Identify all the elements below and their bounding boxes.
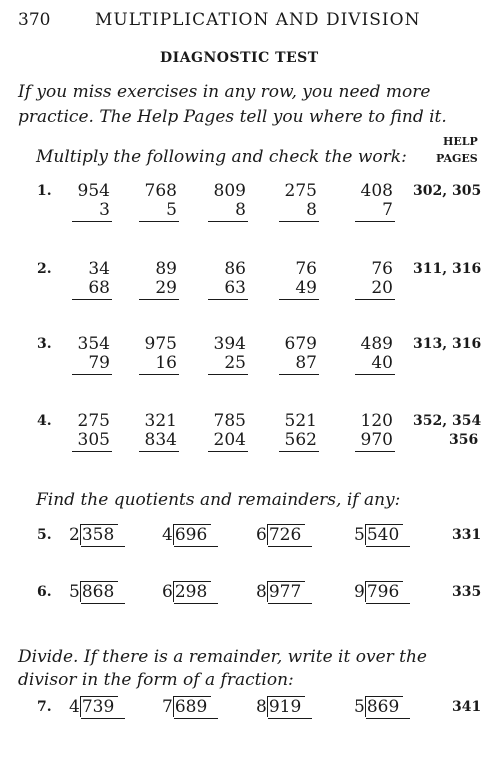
- dividend: 298: [173, 581, 211, 602]
- multiplier: 834: [144, 430, 177, 450]
- multiplier: 562: [284, 430, 317, 450]
- divisor: 6: [256, 525, 267, 545]
- multiplicand: 408: [360, 181, 393, 201]
- intro-paragraph: If you miss exercises in any row, you need more practice. The Help Pages tell you where to find it.: [18, 82, 447, 127]
- help-pages-label-top: HELP: [443, 135, 478, 148]
- row-number: 5.: [37, 527, 52, 543]
- multiplier: 305: [77, 430, 110, 450]
- division-problem: [256, 525, 305, 545]
- division-problem: [354, 582, 403, 602]
- multiplier: 8: [235, 200, 246, 220]
- multiplicand: 394: [213, 334, 246, 354]
- answer-line: [208, 451, 248, 452]
- quotient-line: [81, 546, 125, 547]
- divisor: 5: [354, 697, 365, 717]
- divisor: 5: [354, 525, 365, 545]
- multiplier: 204: [213, 430, 246, 450]
- quotient-line: [366, 603, 410, 604]
- help-page-ref: 341: [452, 699, 482, 715]
- answer-line: [72, 221, 112, 222]
- multiplier: 29: [155, 278, 177, 298]
- multiplicand: 86: [224, 259, 246, 279]
- multiplier: 68: [88, 278, 110, 298]
- dividend: 689: [173, 696, 211, 717]
- multiplicand: 34: [88, 259, 110, 279]
- quotients-instruction: Find the quotients and remainders, if any:: [36, 490, 401, 510]
- dividend: 696: [173, 524, 211, 545]
- multiplicand: 768: [144, 181, 177, 201]
- multiplier: 7: [382, 200, 393, 220]
- answer-line: [208, 221, 248, 222]
- help-page-ref: 356: [449, 432, 479, 448]
- help-page-ref: 311, 316: [413, 261, 482, 277]
- dividend: 868: [80, 581, 118, 602]
- multiplier: 5: [166, 200, 177, 220]
- multiplicand: 679: [284, 334, 317, 354]
- multiplicand: 354: [77, 334, 110, 354]
- answer-line: [139, 221, 179, 222]
- help-pages-label-bottom: PAGES: [436, 152, 478, 165]
- quotient-line: [81, 603, 125, 604]
- divisor: 6: [162, 582, 173, 602]
- answer-line: [139, 299, 179, 300]
- row-number: 4.: [37, 413, 52, 429]
- divisor: 5: [69, 582, 80, 602]
- multiplier: 16: [155, 353, 177, 373]
- multiplicand: 785: [213, 411, 246, 431]
- divisor: 9: [354, 582, 365, 602]
- multiplier: 25: [224, 353, 246, 373]
- quotient-line: [268, 603, 312, 604]
- quotient-line: [174, 546, 218, 547]
- quotient-line: [366, 546, 410, 547]
- dividend: 358: [80, 524, 118, 545]
- quotient-line: [366, 718, 410, 719]
- divide-instruction: Divide. If there is a remainder, write it over the divisor in the form of a fraction:: [18, 647, 427, 690]
- quotient-line: [174, 718, 218, 719]
- multiplicand: 975: [144, 334, 177, 354]
- quotient-line: [268, 546, 312, 547]
- answer-line: [72, 451, 112, 452]
- row-number: 6.: [37, 584, 52, 600]
- dividend: 739: [80, 696, 118, 717]
- multiplicand: 275: [284, 181, 317, 201]
- multiplicand: 809: [213, 181, 246, 201]
- quotient-line: [81, 718, 125, 719]
- quotient-line: [268, 718, 312, 719]
- division-problem: [162, 582, 211, 602]
- row-number: 7.: [37, 699, 52, 715]
- multiplicand: 120: [360, 411, 393, 431]
- row-number: 3.: [37, 336, 52, 352]
- answer-line: [355, 299, 395, 300]
- divisor: 4: [69, 697, 80, 717]
- multiply-instruction: Multiply the following and check the work:: [36, 147, 407, 167]
- dividend: 919: [267, 696, 305, 717]
- multiplier: 87: [295, 353, 317, 373]
- dividend: 977: [267, 581, 305, 602]
- multiplier: 63: [224, 278, 246, 298]
- answer-line: [139, 451, 179, 452]
- answer-line: [355, 451, 395, 452]
- answer-line: [72, 374, 112, 375]
- divisor: 2: [69, 525, 80, 545]
- division-problem: [354, 525, 403, 545]
- answer-line: [208, 299, 248, 300]
- divisor: 8: [256, 582, 267, 602]
- answer-line: [72, 299, 112, 300]
- dividend: 726: [267, 524, 305, 545]
- dividend: 540: [365, 524, 403, 545]
- help-page-ref: 335: [452, 584, 482, 600]
- help-page-ref: 352, 354: [413, 413, 482, 429]
- division-problem: [69, 525, 118, 545]
- division-problem: [354, 697, 403, 717]
- answer-line: [279, 374, 319, 375]
- answer-line: [279, 451, 319, 452]
- multiplier: 20: [371, 278, 393, 298]
- division-problem: [256, 582, 305, 602]
- help-page-ref: 302, 305: [413, 183, 482, 199]
- multiplier: 49: [295, 278, 317, 298]
- multiplier: 8: [306, 200, 317, 220]
- multiplicand: 321: [144, 411, 177, 431]
- answer-line: [279, 299, 319, 300]
- answer-line: [208, 374, 248, 375]
- division-problem: [69, 582, 118, 602]
- dividend: 796: [365, 581, 403, 602]
- multiplicand: 89: [155, 259, 177, 279]
- multiplicand: 521: [284, 411, 317, 431]
- divisor: 4: [162, 525, 173, 545]
- running-header: MULTIPLICATION AND DIVISION: [95, 10, 421, 30]
- quotient-line: [174, 603, 218, 604]
- multiplicand: 275: [77, 411, 110, 431]
- multiplier: 970: [360, 430, 393, 450]
- multiplier: 40: [371, 353, 393, 373]
- multiplicand: 76: [371, 259, 393, 279]
- row-number: 1.: [37, 183, 52, 199]
- page-number: 370: [18, 10, 51, 30]
- help-page-ref: 331: [452, 527, 482, 543]
- answer-line: [355, 374, 395, 375]
- multiplicand: 76: [295, 259, 317, 279]
- dividend: 869: [365, 696, 403, 717]
- division-problem: [162, 697, 211, 717]
- multiplier: 79: [88, 353, 110, 373]
- answer-line: [279, 221, 319, 222]
- multiplier: 3: [99, 200, 110, 220]
- multiplicand: 489: [360, 334, 393, 354]
- help-page-ref: 313, 316: [413, 336, 482, 352]
- division-problem: [69, 697, 118, 717]
- row-number: 2.: [37, 261, 52, 277]
- division-problem: [256, 697, 305, 717]
- answer-line: [355, 221, 395, 222]
- section-title: DIAGNOSTIC TEST: [160, 50, 319, 66]
- division-problem: [162, 525, 211, 545]
- answer-line: [139, 374, 179, 375]
- divisor: 7: [162, 697, 173, 717]
- divisor: 8: [256, 697, 267, 717]
- multiplicand: 954: [77, 181, 110, 201]
